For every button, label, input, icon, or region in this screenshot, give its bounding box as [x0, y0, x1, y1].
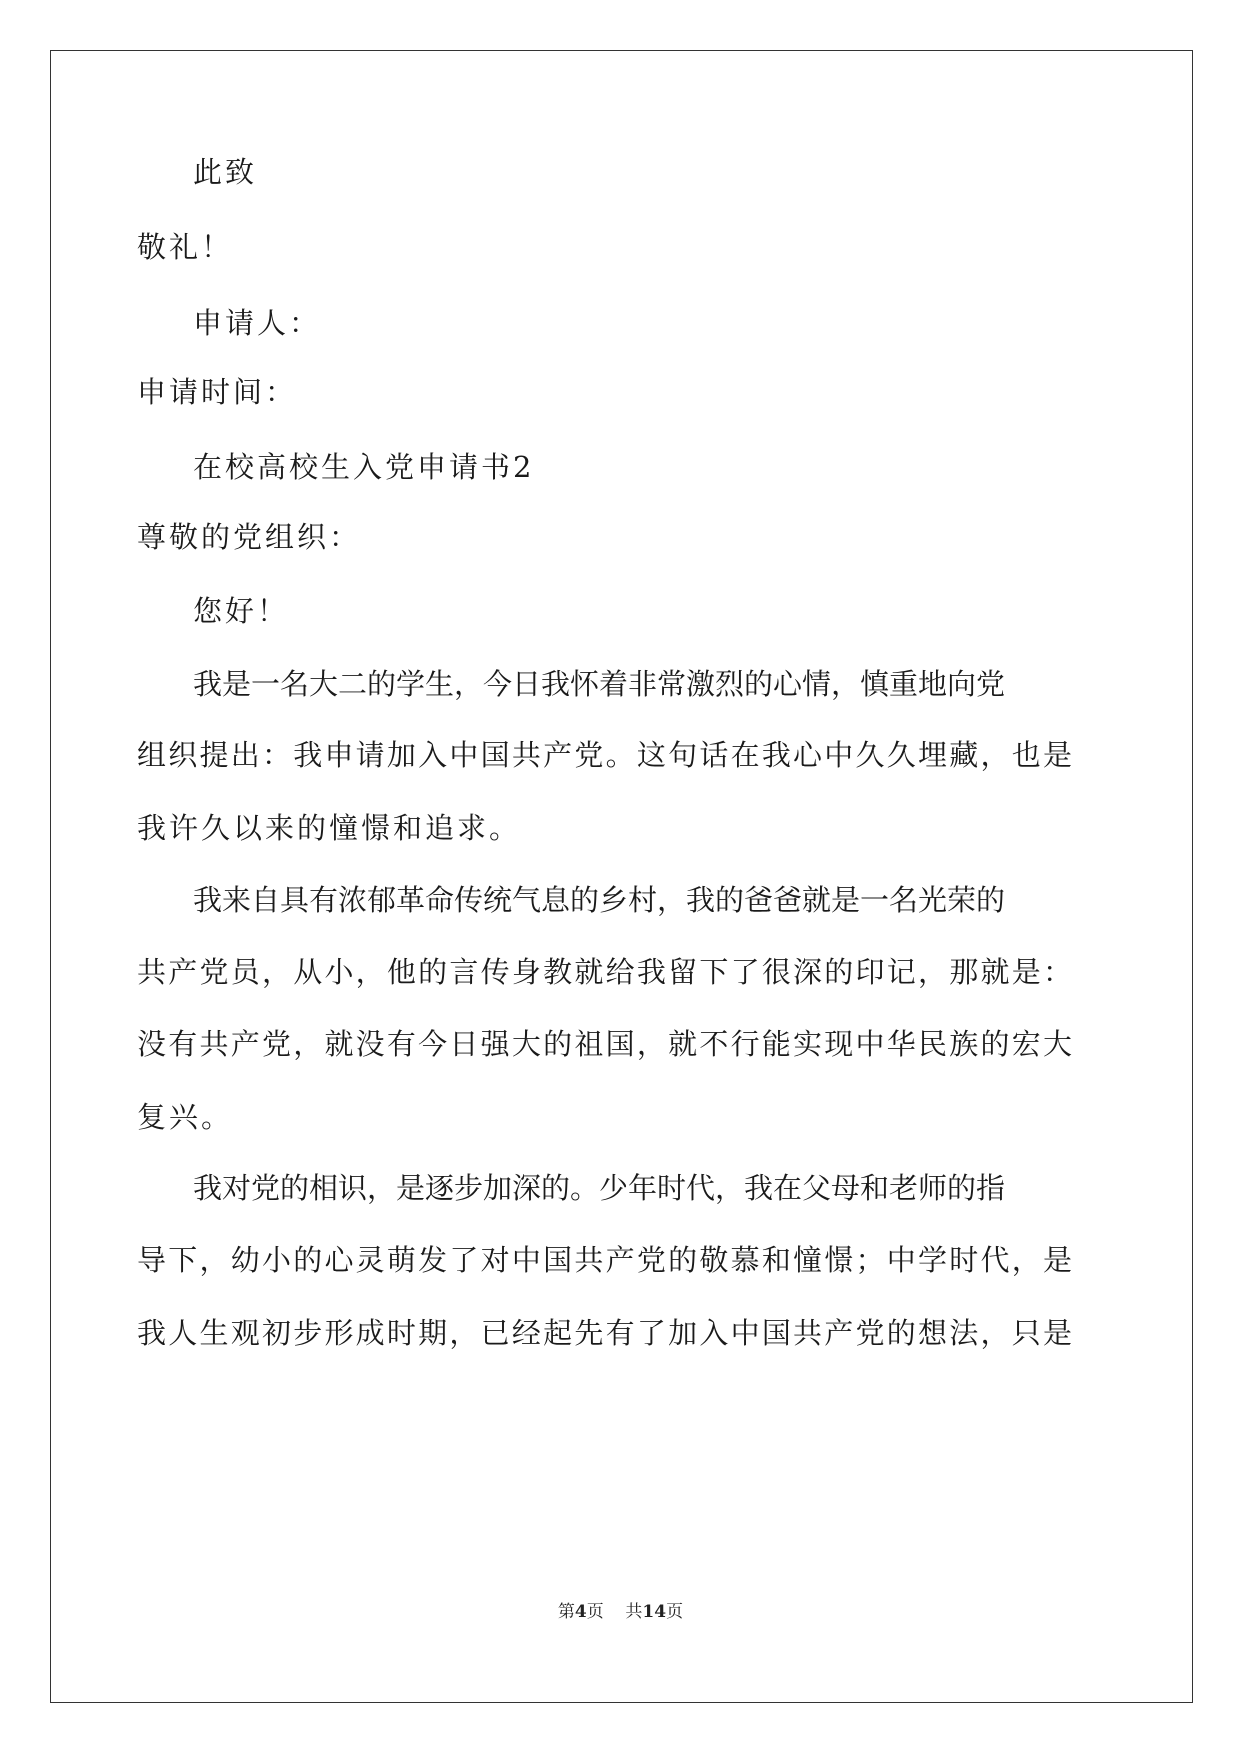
paragraph-2-line-3: 没有共产党，就没有今日强大的祖国，就不行能实现中华民族的宏大 [137, 1027, 1072, 1061]
greeting: 您好！ [193, 594, 290, 628]
current-page-number: 4 [574, 1602, 587, 1622]
addressee: 尊敬的党组织： [137, 520, 362, 554]
closing-salutation: 此致 [193, 155, 258, 189]
paragraph-1-line-1: 我是一名大二的学生，今日我怀着非常激烈的心情，慎重地向党 [193, 667, 1006, 701]
respect-greeting: 敬礼！ [137, 230, 234, 264]
paragraph-1-line-2: 组织提出：我申请加入中国共产党。这句话在我心中久久埋藏，也是 [137, 738, 1072, 772]
applicant-label: 申请人： [193, 306, 322, 340]
paragraph-2-line-1: 我来自具有浓郁革命传统气息的乡村，我的爸爸就是一名光荣的 [193, 883, 1006, 917]
paragraph-1-line-3: 我许久以来的憧憬和追求。 [137, 811, 522, 845]
paragraph-3-line-3: 我人生观初步形成时期，已经起先有了加入中国共产党的想法，只是 [137, 1316, 1072, 1350]
page-footer [0, 1597, 1241, 1622]
paragraph-2-line-2: 共产党员，从小，他的言传身教就给我留下了很深的印记，那就是： [137, 955, 1072, 989]
total-suffix: 页 [666, 1602, 684, 1622]
paragraph-2-line-4: 复兴。 [137, 1100, 234, 1134]
page-suffix: 页 [586, 1602, 604, 1622]
total-prefix: 共 [625, 1602, 643, 1622]
application-date-label: 申请时间： [137, 375, 298, 409]
page-prefix: 第 [557, 1602, 575, 1622]
paragraph-3-line-2: 导下，幼小的心灵萌发了对中国共产党的敬慕和憧憬；中学时代，是 [137, 1243, 1072, 1277]
total-page-count: 14 [642, 1602, 667, 1622]
paragraph-3-line-1: 我对党的相识，是逐步加深的。少年时代，我在父母和老师的指 [193, 1171, 1006, 1205]
page-border [50, 50, 1193, 1703]
section-title: 在校高校生入党申请书2 [193, 450, 535, 484]
